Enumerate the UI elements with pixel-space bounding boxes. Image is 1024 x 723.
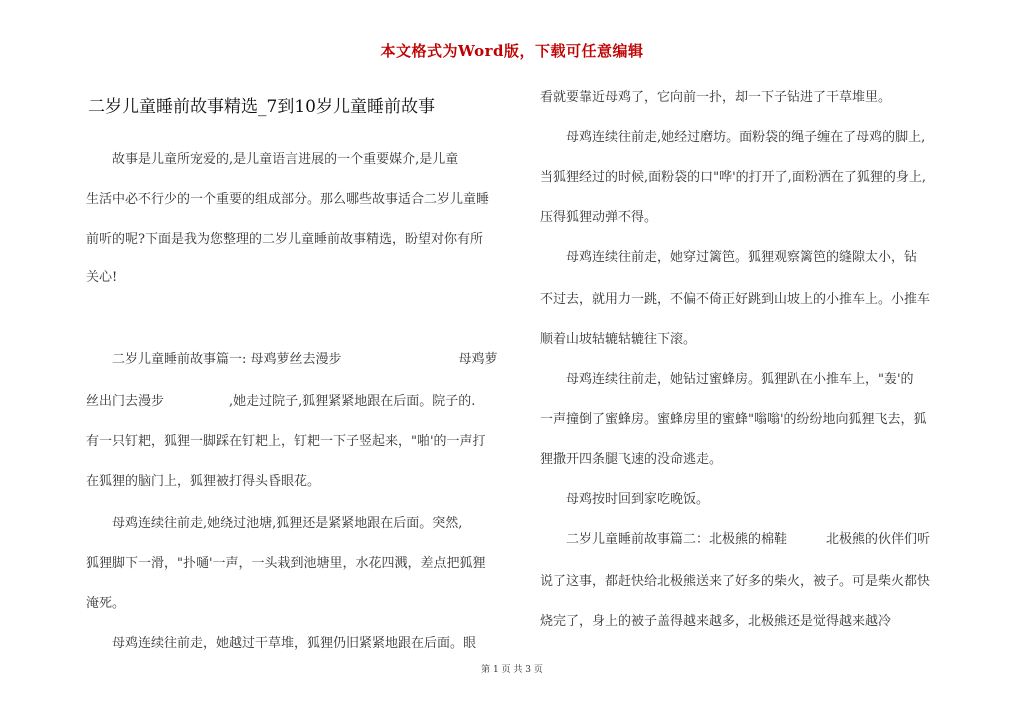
text-line: 看就要靠近母鸡了，它向前一扑，却一下子钻进了干草堆里。 (540, 90, 892, 105)
section-heading-line: 二岁儿童睡前故事篇二：北极熊的棉鞋 北极熊的伙伴们听 (540, 532, 931, 547)
text-line: 关心! (86, 270, 118, 285)
text-line: 狸撒开四条腿飞速的没命逃走。 (540, 452, 723, 467)
text-line: 母鸡连续往前走，她越过干草堆，狐狸仍旧紧紧地跟在后面。眼 (86, 636, 477, 651)
text-line: 母鸡按时回到家吃晚饭。 (540, 492, 710, 507)
text-line: 不过去，就用力一跳，不偏不倚正好跳到山坡上的小推车上。小推车 (540, 292, 931, 307)
text-line: 一声撞倒了蜜蜂房。蜜蜂房里的蜜蜂"嗡嗡'的纷纷地向狐狸飞去，狐 (540, 412, 927, 427)
word-format-banner: 本文格式为Word版，下载可任意编辑 (380, 42, 644, 60)
text-line: 烧完了，身上的被子盖得越来越多，北极熊还是觉得越来越冷 (540, 614, 892, 629)
text-line: 压得狐狸动弹不得。 (540, 210, 658, 225)
text-line: 在狐狸的脑门上，狐狸被打得头昏眼花。 (86, 474, 321, 489)
text-line: 生活中必不行少的一个重要的组成部分。那么哪些故事适合二岁儿童睡 (86, 192, 490, 207)
document-title: 二岁儿童睡前故事精选_7到10岁儿童睡前故事 (88, 97, 435, 117)
section-heading-line: 二岁儿童睡前故事篇一: 母鸡萝丝去漫步 母鸡萝 (86, 352, 498, 367)
text-line: 丝出门去漫步 ,她走过院子,狐狸紧紧地跟在后面。院子的. (86, 394, 476, 409)
text-line: 当狐狸经过的时候,面粉袋的口"哗'的打开了,面粉洒在了狐狸的身上, (540, 170, 926, 185)
text-line: 有一只钉耙，狐狸一脚踩在钉耙上，钉耙一下子竖起来，"啪'的一声打 (86, 434, 486, 449)
text-line: 淹死。 (86, 596, 126, 611)
text-line: 说了这事，都赶快给北极熊送来了好多的柴火，被子。可是柴火都快 (540, 574, 931, 589)
page-number-footer: 第 1 页 共 3 页 (481, 665, 543, 675)
text-line: 母鸡连续往前走,她经过磨坊。面粉袋的绳子缠在了母鸡的脚上, (540, 130, 926, 145)
text-line: 顺着山坡轱辘轱辘往下滚。 (540, 332, 697, 347)
text-line: 前听的呢?下面是我为您整理的二岁儿童睡前故事精选，盼望对你有所 (86, 232, 483, 247)
text-line: 母鸡连续往前走，她钻过蜜蜂房。狐狸趴在小推车上，"轰'的 (540, 372, 914, 387)
text-line: 母鸡连续往前走,她绕过池塘,狐狸还是紧紧地跟在后面。突然, (86, 516, 463, 531)
text-line: 故事是儿童所宠爱的,是儿童语言进展的一个重要媒介,是儿童 (86, 152, 459, 167)
text-line: 母鸡连续往前走，她穿过篱笆。狐狸观察篱笆的缝隙太小，钻 (540, 250, 918, 265)
text-line: 狐狸脚下一滑，"扑嗵'一声，一头栽到池塘里，水花四溅，差点把狐狸 (86, 556, 486, 571)
